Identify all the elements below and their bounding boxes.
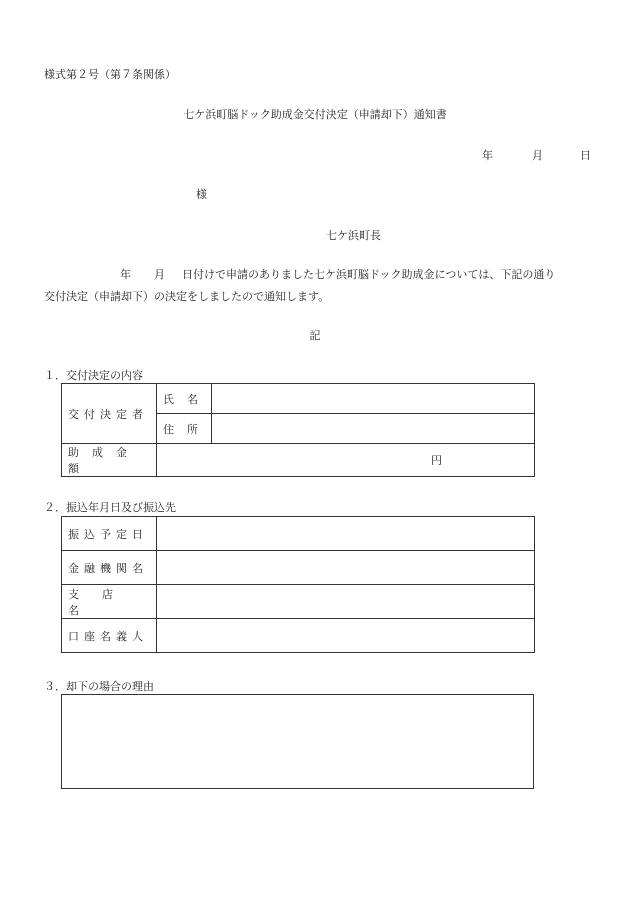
name-field[interactable]	[212, 384, 535, 414]
account-holder-label-cell	[62, 619, 157, 653]
address-label-cell	[157, 414, 212, 444]
address-label: 住所	[163, 422, 211, 436]
transfer-table	[61, 516, 535, 653]
bank-name-field[interactable]	[157, 551, 535, 585]
bank-name-label-cell	[62, 551, 157, 585]
addressee-suffix: 様	[196, 188, 207, 201]
form-number: 様式第２号（第７条関係）	[44, 68, 176, 81]
section2-heading: ２．振込年月日及び振込先	[44, 501, 176, 514]
name-label: 氏名	[163, 392, 211, 406]
body-year: 年	[120, 268, 131, 281]
amount-label: 助成金額	[68, 446, 140, 475]
body-line-1	[120, 266, 555, 282]
branch-field[interactable]	[157, 585, 535, 619]
section3-heading: ３．却下の場合の理由	[44, 680, 154, 693]
amount-label-cell	[62, 444, 157, 477]
section1-heading: １．交付決定の内容	[44, 369, 143, 382]
transfer-date-field[interactable]	[157, 517, 535, 551]
date-day: 日	[580, 149, 591, 162]
date-month: 月	[532, 149, 543, 162]
yen-unit: 円	[431, 454, 442, 467]
transfer-date-label-cell	[62, 517, 157, 551]
body-month: 月	[154, 268, 165, 281]
transfer-date-label: 振込予定日	[68, 527, 148, 541]
amount-field[interactable]	[157, 444, 535, 477]
address-field[interactable]	[212, 414, 535, 444]
account-holder-field[interactable]	[157, 619, 535, 653]
issuer: 七ケ浜町長	[326, 229, 381, 242]
document-title: 七ケ浜町脳ドック助成金交付決定（申請却下）通知書	[183, 108, 447, 121]
bank-name-label: 金融機関名	[68, 561, 148, 575]
recipient-label: 交付決定者	[68, 407, 148, 421]
body-rest: 日付けで申請のありました七ケ浜町脳ドック助成金については、下記の通り	[182, 268, 556, 281]
branch-label: 支店名	[68, 587, 136, 617]
decision-table	[61, 383, 535, 477]
body-line-2: 交付決定（申請却下）の決定をしましたので通知します。	[44, 290, 330, 303]
account-holder-label: 口座名義人	[68, 629, 148, 643]
rejection-reason-box[interactable]	[61, 694, 534, 789]
name-label-cell	[157, 384, 212, 414]
branch-label-cell	[62, 585, 157, 619]
ki-marker: 記	[309, 329, 321, 342]
recipient-label-cell	[62, 384, 157, 444]
date-line	[482, 147, 591, 163]
date-year: 年	[482, 149, 493, 162]
